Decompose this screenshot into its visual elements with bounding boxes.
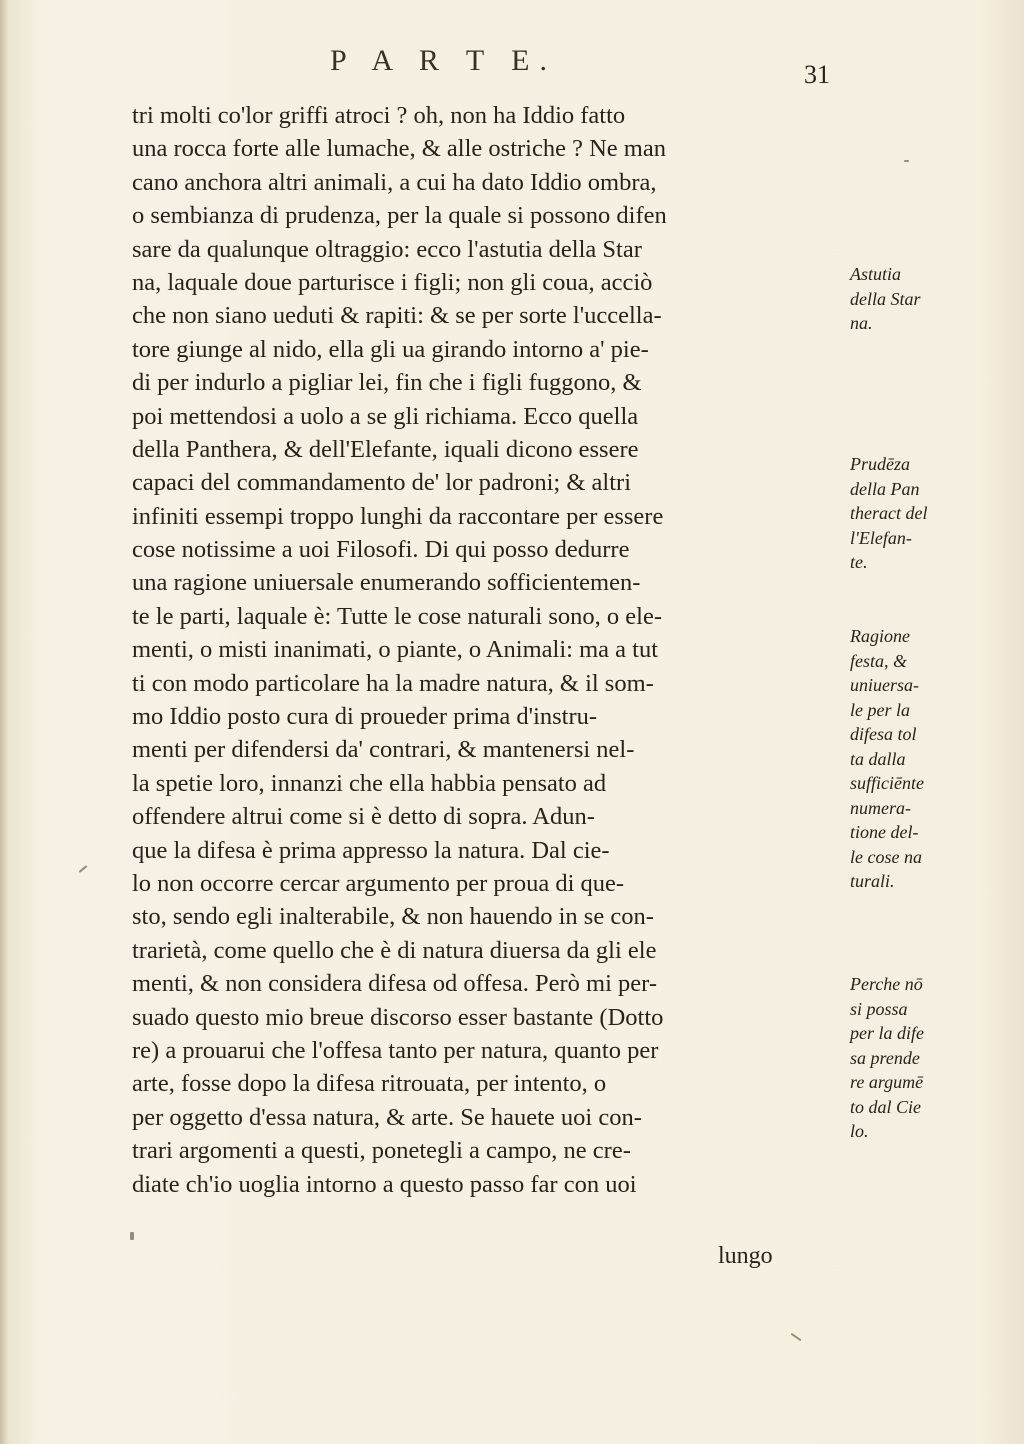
note-line: l'Elefan- <box>850 527 912 548</box>
text-line: la spetie loro, innanzi che ella habbia pensato ad <box>132 769 607 797</box>
text-line: suado questo mio breue discorso esser bastante (Dotto <box>132 1003 664 1031</box>
note-line: sufficiēnte <box>850 773 924 793</box>
text-line: na, laquale doue parturisce i figli; non gli coua, acciò <box>132 268 653 296</box>
note-line: Ragione <box>850 626 910 646</box>
note-line: numera- <box>850 797 911 818</box>
text-line: capaci del commandamento de' lor padroni; & altri <box>132 469 631 497</box>
text-line: que la difesa è prima appresso la natura. Dal cie- <box>132 836 610 864</box>
text-line: o sembianza di prudenza, per la quale si possono difen <box>132 202 667 230</box>
text-line: mo Iddio posto cura di proueder prima d'instru- <box>132 703 598 731</box>
note-line: theract del <box>850 503 928 523</box>
note-line: si possa <box>850 998 908 1019</box>
text-line: lo non occorre cercar argumento per proua di que- <box>132 869 625 897</box>
note-line: turali. <box>850 871 895 891</box>
text-line: cose notissime a uoi Filosofi. Di qui posso dedurre <box>132 536 630 564</box>
note-line: tione del- <box>850 822 919 842</box>
note-line: sa prende <box>850 1047 920 1068</box>
text-line: menti, o misti inanimati, o piante, o Animali: ma a tut <box>132 636 658 664</box>
text-line: cano anchora altri animali, a cui ha dato Iddio ombra, <box>132 168 657 196</box>
text-line: menti, & non considera difesa od offesa. Però mi per- <box>132 970 657 998</box>
note-line: le per la <box>850 699 910 720</box>
note-line: della Pan <box>850 478 920 499</box>
marginal-note-perche <box>850 972 990 1144</box>
marginal-note-astutia <box>850 262 990 336</box>
note-line: le cose na <box>850 846 922 867</box>
note-line: re argumē <box>850 1072 924 1092</box>
paper-speck <box>791 1333 802 1342</box>
text-line: trari argomenti a questi, ponetegli a campo, ne cre- <box>132 1137 631 1165</box>
note-line: uniuersa- <box>850 675 919 695</box>
page-number: 31 <box>804 60 830 89</box>
note-line: to dal Cie <box>850 1096 921 1117</box>
text-line: infiniti essempi troppo lunghi da raccontare per essere <box>132 502 664 530</box>
marginal-note-ragione <box>850 624 990 894</box>
text-line: di per indurlo a pigliar lei, fin che i figli fuggono, & <box>132 369 642 397</box>
text-line: sare da qualunque oltraggio: ecco l'astutia della Star <box>132 235 642 263</box>
text-line: te le parti, laquale è: Tutte le cose naturali sono, o ele- <box>132 602 662 630</box>
note-line: ta dalla <box>850 748 906 769</box>
note-line: per la dife <box>850 1023 924 1043</box>
text-line: sto, sendo egli inalterabile, & non hauendo in se con- <box>132 903 654 931</box>
text-line: che non siano ueduti & rapiti: & se per sorte l'uccella- <box>132 302 662 330</box>
text-line: poi mettendosi a uolo a se gli richiama. Ecco quella <box>132 402 639 430</box>
text-line: re) a prouarui che l'offesa tanto per natura, quanto per <box>132 1036 659 1064</box>
text-line: ti con modo particolare ha la madre natura, & il som- <box>132 669 654 697</box>
catchword: lungo <box>718 1243 773 1269</box>
note-line: difesa tol <box>850 724 917 744</box>
text-line: diate ch'io uoglia intorno a questo passo far con uoi <box>132 1170 637 1198</box>
note-line: della Star <box>850 288 921 309</box>
text-line: arte, fosse dopo la difesa ritrouata, per intento, o <box>132 1070 607 1098</box>
paper-speck <box>130 1232 134 1240</box>
marginal-note-prudenza <box>850 452 990 575</box>
body-text <box>132 99 852 1201</box>
note-line: Perche nō <box>850 974 923 994</box>
note-line: Astutia <box>850 264 902 284</box>
text-line: della Panthera, & dell'Elefante, iquali dicono essere <box>132 435 639 463</box>
running-title: P A R T E. <box>330 44 558 77</box>
text-line: offendere altrui come si è detto di sopra. Adun- <box>132 803 595 831</box>
text-line: tri molti co'lor griffi atroci ? oh, non ha Iddio fatto <box>132 102 626 129</box>
text-line: una ragione uniuersale enumerando sofficientemen- <box>132 569 641 597</box>
note-line: festa, & <box>850 650 907 671</box>
paper-speck <box>904 160 909 162</box>
note-line: Prudēza <box>850 454 910 474</box>
text-line: tore giunge al nido, ella gli ua girando intorno a' pie- <box>132 335 649 363</box>
text-line: per oggetto d'essa natura, & arte. Se hauete uoi con- <box>132 1103 642 1131</box>
page-gutter-edge <box>0 0 8 1444</box>
note-line: te. <box>850 552 868 572</box>
text-line: una rocca forte alle lumache, & alle ostriche ? Ne man <box>132 135 666 163</box>
text-line: menti per difendersi da' contrari, & mantenersi nel- <box>132 736 635 764</box>
note-line: na. <box>850 313 873 333</box>
note-line: lo. <box>850 1121 869 1141</box>
text-line: trarietà, come quello che è di natura diuersa da gli ele <box>132 936 657 964</box>
paper-speck <box>79 865 88 873</box>
